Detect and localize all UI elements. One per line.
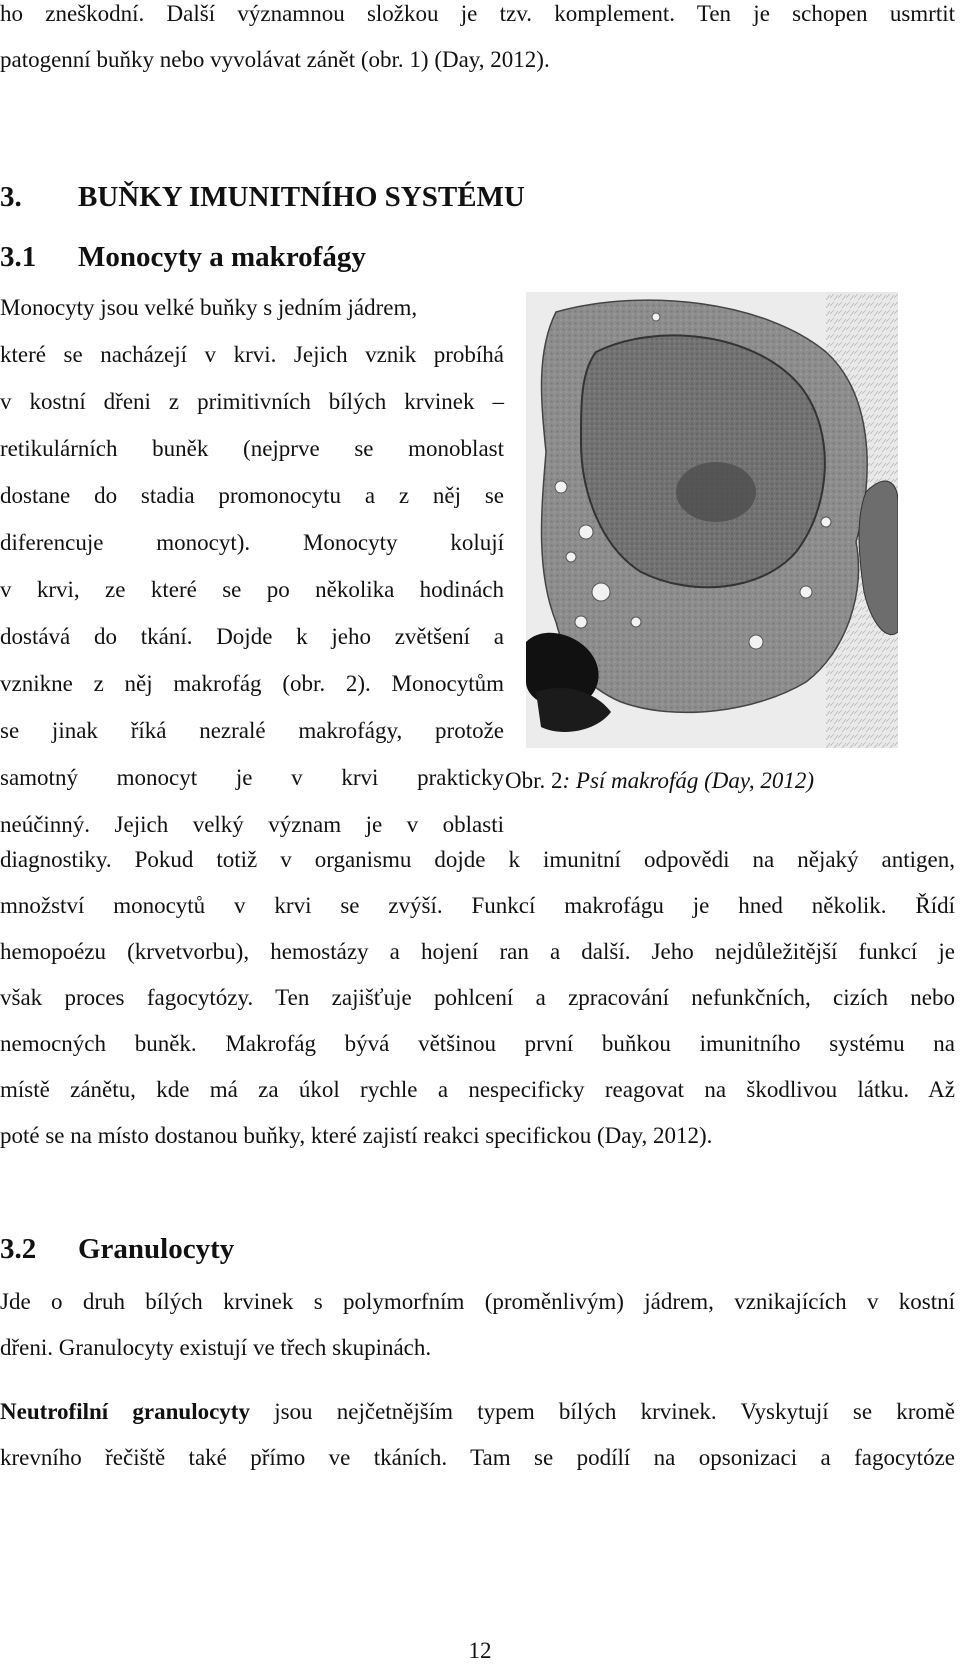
wrapped-line-1: Monocyty jsou velké buňky s jedním jádrem, — [0, 295, 418, 320]
vacuole — [821, 517, 831, 527]
macrophage-micrograph — [526, 292, 898, 748]
wrapped-line-7: v krvi, ze které se po několika hodinách — [0, 577, 504, 602]
page-number: 12 — [468, 1638, 492, 1663]
granulocyte-line-2: dřeni. Granulocyty existují ve třech skupinách. — [0, 1335, 432, 1360]
section-heading-3-2 — [0, 1232, 234, 1266]
vacuole — [800, 586, 812, 598]
vacuole — [592, 583, 610, 601]
nucleus — [581, 335, 825, 587]
vacuole — [555, 481, 567, 493]
section-title: Granulocyty — [78, 1233, 235, 1265]
section-title: Monocyty a makrofágy — [78, 241, 366, 273]
chapter-title: BUŇKY IMUNITNÍHO SYSTÉMU — [78, 181, 525, 213]
section-number: 3.1 — [0, 241, 37, 273]
vacuole — [749, 635, 763, 649]
nucleolus — [676, 462, 756, 522]
wrapped-line-9: vznikne z něj makrofág (obr. 2). Monocytům — [0, 671, 504, 696]
wrapped-line-2: které se nacházejí v krvi. Jejich vznik probíhá — [0, 342, 504, 367]
wrapped-line-4: retikulárních buněk (nejprve se monoblast — [0, 436, 504, 461]
full-line-7: poté se na místo dostanou buňky, které zajistí reakci specifickou (Day, 2012). — [0, 1123, 713, 1148]
full-line-1: diagnostiky. Pokud totiž v organismu dojde k imunitní odpovědi na nějaký antigen, — [0, 847, 955, 872]
wrapped-line-11: samotný monocyt je v krvi prakticky — [0, 765, 504, 790]
wrapped-line-10: se jinak říká nezralé makrofágy, protože — [0, 718, 504, 743]
caption-label: Obr. 2 — [505, 768, 563, 793]
text-line-top-1: ho zneškodní. Další významnou složkou je tzv. komplement. Ten je schopen usmrtit — [0, 1, 955, 26]
caption-text: : Psí makrofág (Day, 2012) — [562, 768, 814, 793]
text-line-top-2: patogenní buňky nebo vyvolávat zánět (obr. 1) (Day, 2012). — [0, 47, 550, 72]
neutrophil-text: jsou nejčetnějším typem bílých krvinek. Vyskytují se kromě — [249, 1399, 956, 1424]
wrapped-line-12: neúčinný. Jejich velký význam je v oblasti — [0, 812, 504, 837]
full-line-2: množství monocytů v krvi se zvýší. Funkcí makrofágu je hned několik. Řídí — [0, 893, 955, 918]
granulocyte-line-1: Jde o druh bílých krvinek s polymorfním (proměnlivým) jádrem, vznikajících v kostní — [0, 1289, 955, 1314]
section-heading-3-1 — [0, 240, 366, 274]
macrophage-figure — [526, 292, 898, 748]
wrapped-line-3: v kostní dřeni z primitivních bílých krvinek – — [0, 389, 504, 414]
neutrophil-line-2: krevního řečiště také přímo ve tkáních. Tam se podílí na opsonizaci a fagocytóze — [0, 1445, 955, 1470]
vacuole — [566, 552, 576, 562]
vacuole — [631, 617, 641, 627]
full-line-3: hemopoézu (krvetvorbu), hemostázy a hojení ran a další. Jeho nejdůležitější funkcí je — [0, 939, 955, 964]
full-line-6: místě zánětu, kde má za úkol rychle a nespecificky reagovat na škodlivou látku. Až — [0, 1077, 955, 1102]
vacuole — [652, 313, 660, 321]
wrapped-line-5: dostane do stadia promonocytu a z něj se — [0, 483, 504, 508]
vacuole — [575, 616, 587, 628]
figure-caption — [505, 767, 814, 795]
neutrophil-line-1 — [0, 1398, 955, 1426]
wrapped-line-6: diferencuje monocyt). Monocyty kolují — [0, 530, 504, 555]
chapter-heading — [0, 180, 525, 214]
full-line-4: však proces fagocytózy. Ten zajišťuje pohlcení a zpracování nefunkčních, cizích nebo — [0, 985, 955, 1010]
chapter-number: 3. — [0, 181, 22, 213]
neutrophil-term: Neutrofilní granulocyty — [0, 1399, 250, 1424]
section-number: 3.2 — [0, 1233, 37, 1265]
wrapped-line-8: dostává do tkání. Dojde k jeho zvětšení a — [0, 624, 504, 649]
vacuole — [579, 525, 593, 539]
full-line-5: nemocných buněk. Makrofág bývá většinou první buňkou imunitního systému na — [0, 1031, 955, 1056]
